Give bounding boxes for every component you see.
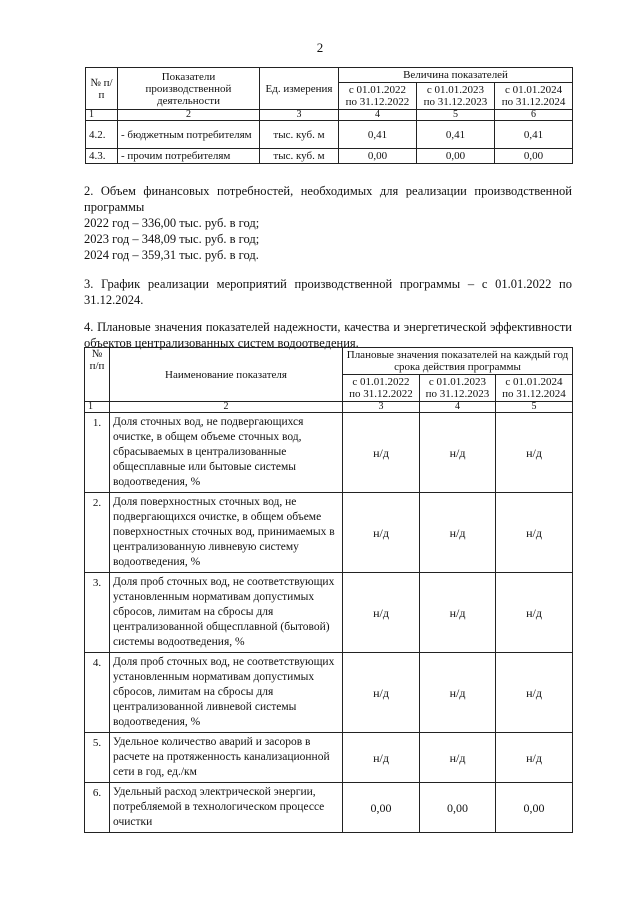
row-value: 0,00 — [496, 783, 573, 833]
row-value: н/д — [343, 413, 420, 493]
table1-period: с 01.01.2024 по 31.12.2024 — [495, 83, 573, 110]
row-name: Удельный расход электрической энергии, потребляемой в технологическом процессе очистки — [110, 783, 343, 833]
table2-col-number: 4 — [420, 402, 496, 413]
row-name: - прочим потребителям — [118, 149, 260, 164]
table2-col-values: Плановые значения показателей на каждый год срока действия программы — [343, 348, 573, 375]
row-value: 0,00 — [495, 149, 573, 164]
row-value: н/д — [420, 653, 496, 733]
page-number: 2 — [316, 40, 324, 55]
section2-line: 2023 год – 348,09 тыс. руб. в год; — [84, 232, 260, 246]
table1-header-row — [86, 68, 573, 83]
table1-col-number: 2 — [118, 110, 260, 121]
table2-col-num: № п/п — [85, 348, 110, 402]
row-unit: тыс. куб. м — [260, 149, 339, 164]
row-number: 4.2. — [86, 121, 118, 149]
row-number: 4. — [85, 653, 110, 733]
table2-col-name: Наименование показателя — [110, 348, 343, 402]
row-value: 0,00 — [339, 149, 417, 164]
table2-period: с 01.01.2024 по 31.12.2024 — [496, 375, 573, 402]
table-row — [85, 573, 573, 653]
row-name: Доля поверхностных сточных вод, не подвергающихся очистке, в общем объеме поверхностных сточных вод, принимаемых в централизованную ливневую систему водоотведения, % — [110, 493, 343, 573]
row-value: н/д — [496, 413, 573, 493]
section3-text: 3. График реализации мероприятий производственной программы – с 01.01.2022 по 31.12.2024. — [84, 277, 572, 307]
table1-period: с 01.01.2022 по 31.12.2022 — [339, 83, 417, 110]
row-number: 2. — [85, 493, 110, 573]
table-row — [85, 783, 573, 833]
table1-numbering-row — [86, 110, 573, 121]
row-value: н/д — [420, 573, 496, 653]
row-name: Удельное количество аварий и засоров в расчете на протяженность канализационной сети в год, ед./км — [110, 733, 343, 783]
row-value: н/д — [343, 733, 420, 783]
row-number: 5. — [85, 733, 110, 783]
table2-numbering-row — [85, 402, 573, 413]
row-name: Доля проб сточных вод, не соответствующих установленным нормативам допустимых сбросов, лимитам на сбросы для централизованной общесплавной (бытовой) системы водоотведения, % — [110, 573, 343, 653]
row-value: 0,00 — [420, 783, 496, 833]
row-value: 0,41 — [417, 121, 495, 149]
row-value: 0,41 — [339, 121, 417, 149]
table1-col-number: 3 — [260, 110, 339, 121]
production-indicators-table — [85, 67, 573, 164]
table1-col-number: 5 — [417, 110, 495, 121]
row-number: 6. — [85, 783, 110, 833]
row-name: Доля сточных вод, не подвергающихся очистке, в общем объеме сточных вод, сбрасываемых в централизованные общесплавные или бытовые системы водоотведения, % — [110, 413, 343, 493]
row-number: 3. — [85, 573, 110, 653]
table1-col-unit: Ед. измерения — [260, 68, 339, 110]
row-value: н/д — [343, 573, 420, 653]
section4-heading: 4. Плановые значения показателей надежности, качества и энергетической эффективности объектов централизованных систем водоотведения. — [84, 320, 572, 350]
table2-col-number: 2 — [110, 402, 343, 413]
table-row — [85, 493, 573, 573]
row-value: н/д — [343, 653, 420, 733]
row-name: - бюджетным потребителям — [118, 121, 260, 149]
table1-period: с 01.01.2023 по 31.12.2023 — [417, 83, 495, 110]
table-row — [86, 121, 573, 149]
section2-line: 2022 год – 336,00 тыс. руб. в год; — [84, 216, 260, 230]
row-value: 0,00 — [343, 783, 420, 833]
reliability-indicators-table — [84, 347, 573, 833]
table2-col-number: 3 — [343, 402, 420, 413]
row-value: н/д — [496, 573, 573, 653]
table2-col-number: 5 — [496, 402, 573, 413]
table2-period: с 01.01.2022 по 31.12.2022 — [343, 375, 420, 402]
row-value: н/д — [420, 733, 496, 783]
row-value: н/д — [496, 493, 573, 573]
row-unit: тыс. куб. м — [260, 121, 339, 149]
row-value: н/д — [496, 653, 573, 733]
table1-col-num: № п/п — [86, 68, 118, 110]
row-number: 4.3. — [86, 149, 118, 164]
table1-col-number: 4 — [339, 110, 417, 121]
table-row — [85, 413, 573, 493]
table-row — [85, 733, 573, 783]
row-number: 1. — [85, 413, 110, 493]
table-row — [85, 653, 573, 733]
table1-col-number: 1 — [86, 110, 118, 121]
row-name: Доля проб сточных вод, не соответствующих установленным нормативам допустимых сбросов, лимитам на сбросы для централизованной ливневой системы водоотведения, % — [110, 653, 343, 733]
table-row — [86, 149, 573, 164]
table1-col-values: Величина показателей — [339, 68, 573, 83]
table1-col-indicator: Показатели производственной деятельности — [118, 68, 260, 110]
table2-period: с 01.01.2023 по 31.12.2023 — [420, 375, 496, 402]
section2-heading: 2. Объем финансовых потребностей, необходимых для реализации производственной программы — [84, 184, 572, 214]
row-value: н/д — [496, 733, 573, 783]
row-value: 0,00 — [417, 149, 495, 164]
row-value: н/д — [420, 413, 496, 493]
row-value: 0,41 — [495, 121, 573, 149]
section2-line: 2024 год – 359,31 тыс. руб. в год. — [84, 248, 259, 262]
table1-col-number: 6 — [495, 110, 573, 121]
table2-header-row — [85, 348, 573, 375]
table2-col-number: 1 — [85, 402, 110, 413]
row-value: н/д — [420, 493, 496, 573]
row-value: н/д — [343, 493, 420, 573]
